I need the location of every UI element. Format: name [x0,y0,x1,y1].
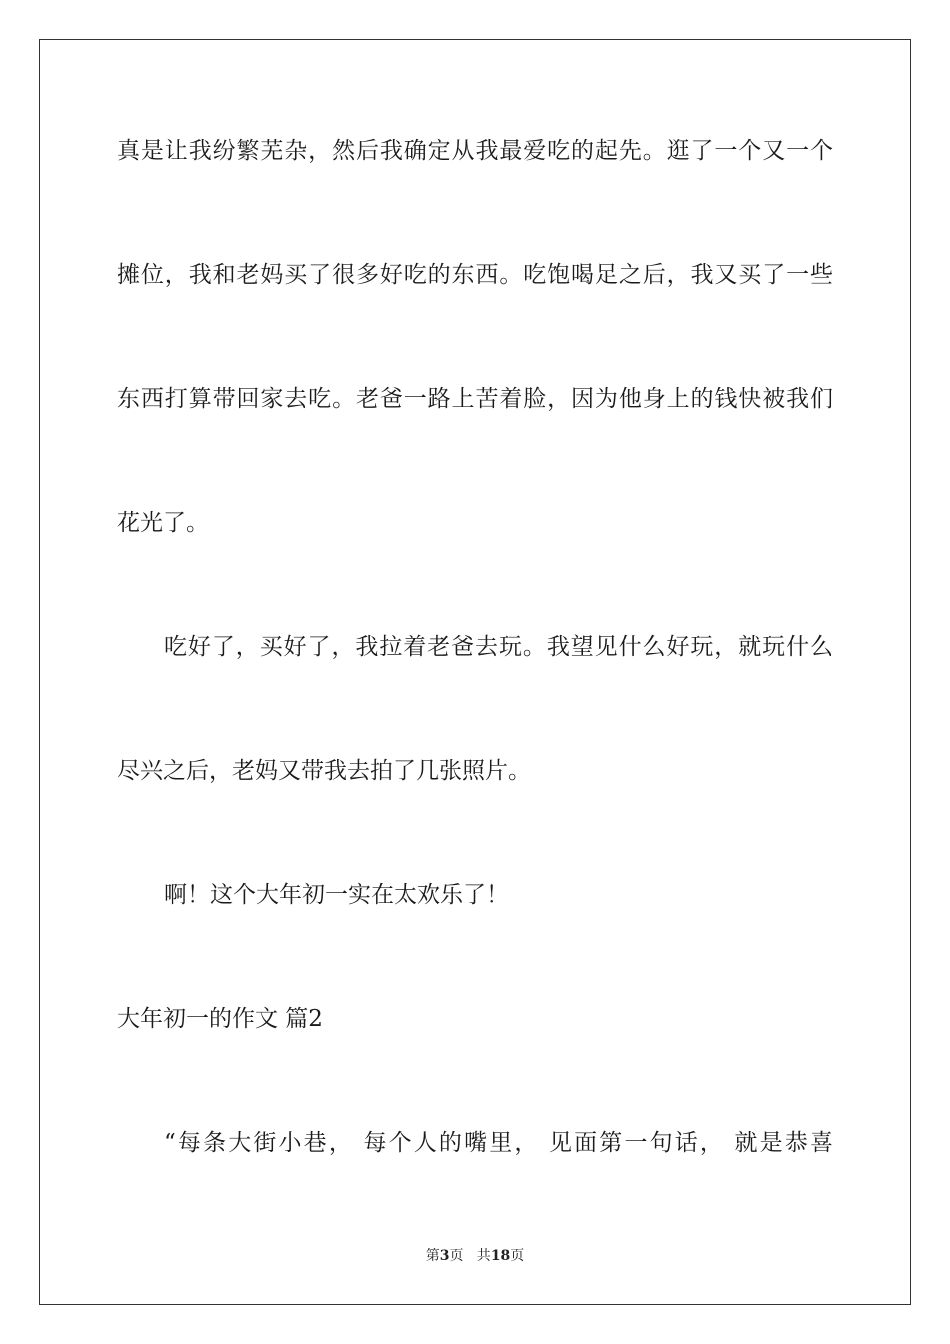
page-footer [0,1246,950,1266]
text-line-4: 花光了。 [117,510,209,536]
footer-total-suffix: 页 [510,1248,525,1264]
footer-total-pages: 18 [490,1248,511,1264]
text-line-7: 啊！这个大年初一实在太欢乐了！ [164,882,509,908]
text-line-6: 尽兴之后，老妈又带我去拍了几张照片。 [117,758,531,784]
section-heading: 大年初一的作文 篇2 [117,1006,323,1032]
text-line-9: “每条大街小巷， 每个人的嘴里， 见面第一句话， 就是恭喜 [164,1130,833,1156]
footer-page-suffix: 页 共 [449,1248,491,1264]
text-line-5: 吃好了，买好了，我拉着老爸去玩。我望见什么好玩，就玩什么 [164,634,833,660]
text-line-2: 摊位，我和老妈买了很多好吃的东西。吃饱喝足之后，我又买了一些 [117,262,833,288]
footer-page-number: 3 [439,1248,450,1264]
text-line-1: 真是让我纷繁芜杂，然后我确定从我最爱吃的起先。逛了一个又一个 [117,138,833,164]
footer-page-prefix: 第 [425,1248,440,1264]
page-border [39,39,911,1305]
text-line-3: 东西打算带回家去吃。老爸一路上苦着脸，因为他身上的钱快被我们 [117,386,833,412]
